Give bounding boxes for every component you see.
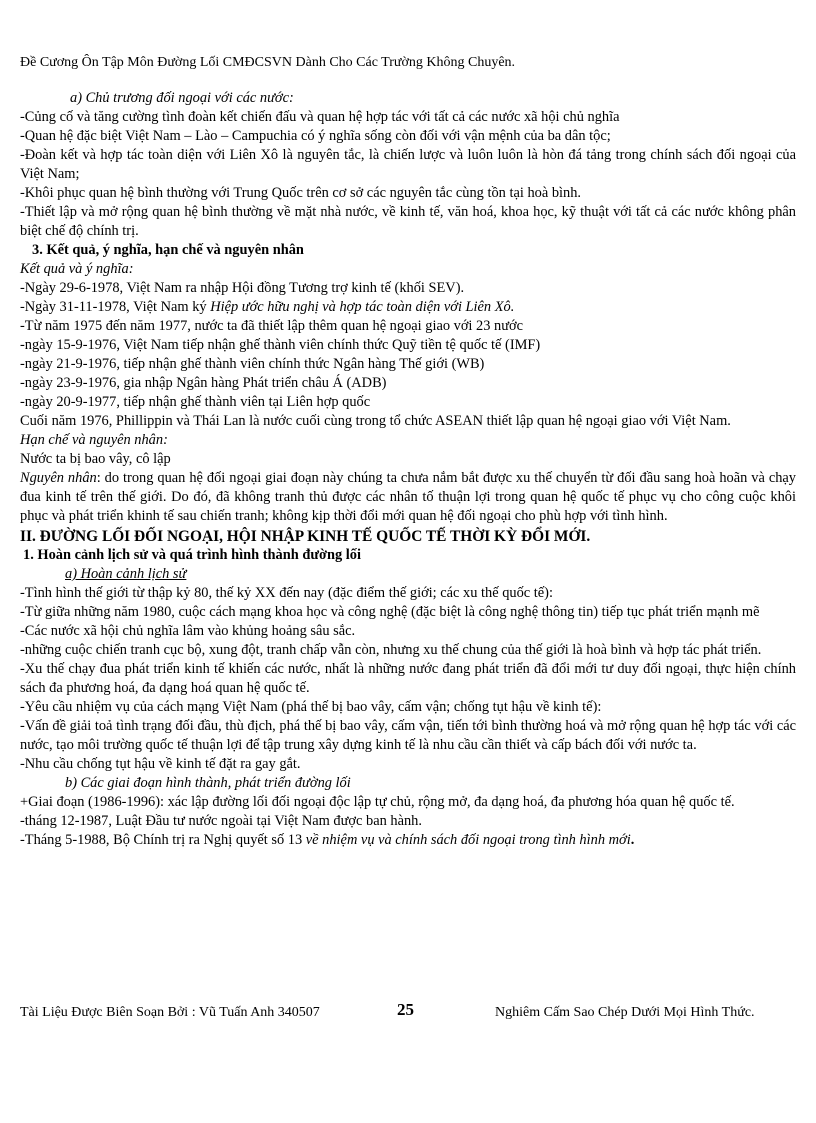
paragraph-line: -Yêu cầu nhiệm vụ của cách mạng Việt Nam (phá thế bị bao vây, cấm vận; chống tụt hậu về kinh tế):: [20, 699, 602, 715]
paragraph-line: -Từ giữa những năm 1980, cuộc cách mạng khoa học và công nghệ (đặc biệt là công nghệ thông tin) tiếp tục phát triển mạnh mẽ: [20, 604, 760, 620]
paragraph-line: -Đoàn kết và hợp tác toàn diện với Liên Xô là nguyên tắc, là chiến lược và luôn luôn là hòn đá tảng trong chính sách đối ngoại của Việt Nam;: [20, 147, 796, 182]
paragraph-line: -ngày 15-9-1976, Việt Nam tiếp nhận ghế thành viên chính thức Quỹ tiền tệ quốc tế (IMF): [20, 337, 541, 353]
paragraph-line: -Nhu cầu chống tụt hậu về kinh tế đặt ra gay gắt.: [20, 756, 301, 772]
footer-copyright: Nghiêm Cấm Sao Chép Dưới Mọi Hình Thức.: [495, 1005, 755, 1020]
paragraph-line: -ngày 23-9-1976, gia nhập Ngân hàng Phát triển châu Á (ADB): [20, 375, 387, 391]
subheading-results: Kết quả và ý nghĩa:: [20, 261, 134, 277]
resolution-name: về nhiệm vụ và chính sách đối ngoại trong tình hình mới: [305, 832, 631, 848]
paragraph-line: -Các nước xã hội chủ nghĩa lâm vào khủng hoảng sâu sắc.: [20, 623, 356, 639]
section-title: 3. Kết quả, ý nghĩa, hạn chế và nguyên nhân: [32, 242, 304, 258]
paragraph-line: -những cuộc chiến tranh cục bộ, xung đột, tranh chấp vẫn còn, nhưng xu thế chung của thế giới là hoà bình và hợp tác phát triển.: [20, 642, 762, 658]
subheading-foreign-policy: a) Chủ trương đối ngoại với các nước:: [70, 90, 294, 106]
paragraph-line: -tháng 12-1987, Luật Đầu tư nước ngoài tại Việt Nam được ban hành.: [20, 813, 422, 829]
page-number: 25: [397, 1000, 414, 1019]
subheading-stages: b) Các giai đoạn hình thành, phát triển đường lối: [65, 775, 351, 791]
text-run: -Tháng 5-1988, Bộ Chính trị ra Nghị quyết số 13: [20, 832, 306, 848]
paragraph-line: -Từ năm 1975 đến năm 1977, nước ta đã thiết lập thêm quan hệ ngoại giao với 23 nước: [20, 318, 524, 334]
paragraph-line: -ngày 20-9-1977, tiếp nhận ghế thành viên tại Liên hợp quốc: [20, 394, 371, 410]
cause-label: Nguyên nhân: [20, 470, 97, 486]
text-run: .: [630, 832, 635, 848]
paragraph-line: -Khôi phục quan hệ bình thường với Trung Quốc trên cơ sở các nguyên tắc cùng tồn tại hoà bình.: [20, 185, 581, 201]
paragraph-line: -Xu thế chạy đua phát triển kinh tế khiến các nước, nhất là những nước đang phát triển đã đổi mới tư duy đối ngoại, thực hiện chính sách đa phương hoá, đa dạng hoá quan hệ quốc tế.: [20, 661, 796, 696]
paragraph-line: -Tình hình thế giới từ thập kỷ 80, thế kỷ XX đến nay (đặc điểm thế giới; các xu thế quốc tế):: [20, 585, 553, 601]
paragraph-line: Nước ta bị bao vây, cô lập: [20, 451, 171, 467]
treaty-name: Hiệp ước hữu nghị và hợp tác toàn diện với Liên Xô.: [210, 299, 515, 315]
page-content: [20, 89, 796, 850]
paragraph-line: [20, 298, 796, 317]
cause-text: : do trong quan hệ đối ngoại giai đoạn này chúng ta chưa nắm bắt được xu thế chuyển từ đối đầu sang hoà hoãn và chạy đua kinh tế trên thế giới. Do đó, đã không tranh thủ được các nhân tố thuận lợi trong quan hệ quốc tế phục vụ cho công cuộc khôi phục và phát triển khinh tế sau chiến tranh; không kịp thời đổi mới quan hệ đối ngoại cho phù hợp với tình hình.: [20, 470, 796, 524]
section-title: 1. Hoàn cảnh lịch sử và quá trình hình thành đường lối: [23, 547, 361, 563]
paragraph-line: -Quan hệ đặc biệt Việt Nam – Lào – Campuchia có ý nghĩa sống còn đối với vận mệnh của ba dân tộc;: [20, 128, 611, 144]
paragraph-line: -Thiết lập và mở rộng quan hệ bình thường về mặt nhà nước, về kinh tế, văn hoá, khoa học, kỹ thuật với tất cả các nước không phân biệt chế độ chính trị.: [20, 204, 796, 239]
paragraph-line: +Giai đoạn (1986-1996): xác lập đường lối đối ngoại độc lập tự chủ, rộng mở, đa dạng hoá, đa phương hóa quan hệ quốc tế.: [20, 794, 735, 810]
paragraph-line: Cuối năm 1976, Phillippin và Thái Lan là nước cuối cùng trong tổ chức ASEAN thiết lập quan hệ ngoại giao với Việt Nam.: [20, 413, 731, 429]
paragraph-line: [20, 831, 796, 850]
underlined-heading: a) Hoàn cảnh lịch sử: [65, 566, 187, 582]
chapter-title: II. ĐƯỜNG LỐI ĐỐI NGOẠI, HỘI NHẬP KINH TẾ QUỐC TẾ THỜI KỲ ĐỔI MỚI.: [20, 528, 591, 545]
paragraph-line: -Vấn đề giải toả tình trạng đối đầu, thù địch, phá thế bị bao vây, cấm vận, tiến tới bình thường hoá và mở rộng quan hệ hợp tác với các nước, tạo môi trường quốc tế thuận lợi để tập trung xây dựng kinh tế là nhu cầu cần thiết và cấp bách đối với nước ta.: [20, 718, 796, 753]
subheading-limits: Hạn chế và nguyên nhân:: [20, 432, 168, 448]
paragraph-line: -Củng cố và tăng cường tình đoàn kết chiến đấu và quan hệ hợp tác với tất cả các nước xã hội chủ nghĩa: [20, 109, 620, 125]
text-run: -Ngày 31-11-1978, Việt Nam ký: [20, 299, 211, 315]
paragraph-line: -Ngày 29-6-1978, Việt Nam ra nhập Hội đồng Tương trợ kinh tế (khối SEV).: [20, 280, 465, 296]
page-header: Đề Cương Ôn Tập Môn Đường Lối CMĐCSVN Dành Cho Các Trường Không Chuyên.: [20, 55, 516, 70]
footer-author: Tài Liệu Được Biên Soạn Bởi : Vũ Tuấn Anh 340507: [20, 1005, 320, 1020]
subheading-historical-context: [20, 565, 796, 584]
paragraph-cause: [20, 469, 796, 526]
paragraph-line: -ngày 21-9-1976, tiếp nhận ghế thành viên chính thức Ngân hàng Thế giới (WB): [20, 356, 485, 372]
